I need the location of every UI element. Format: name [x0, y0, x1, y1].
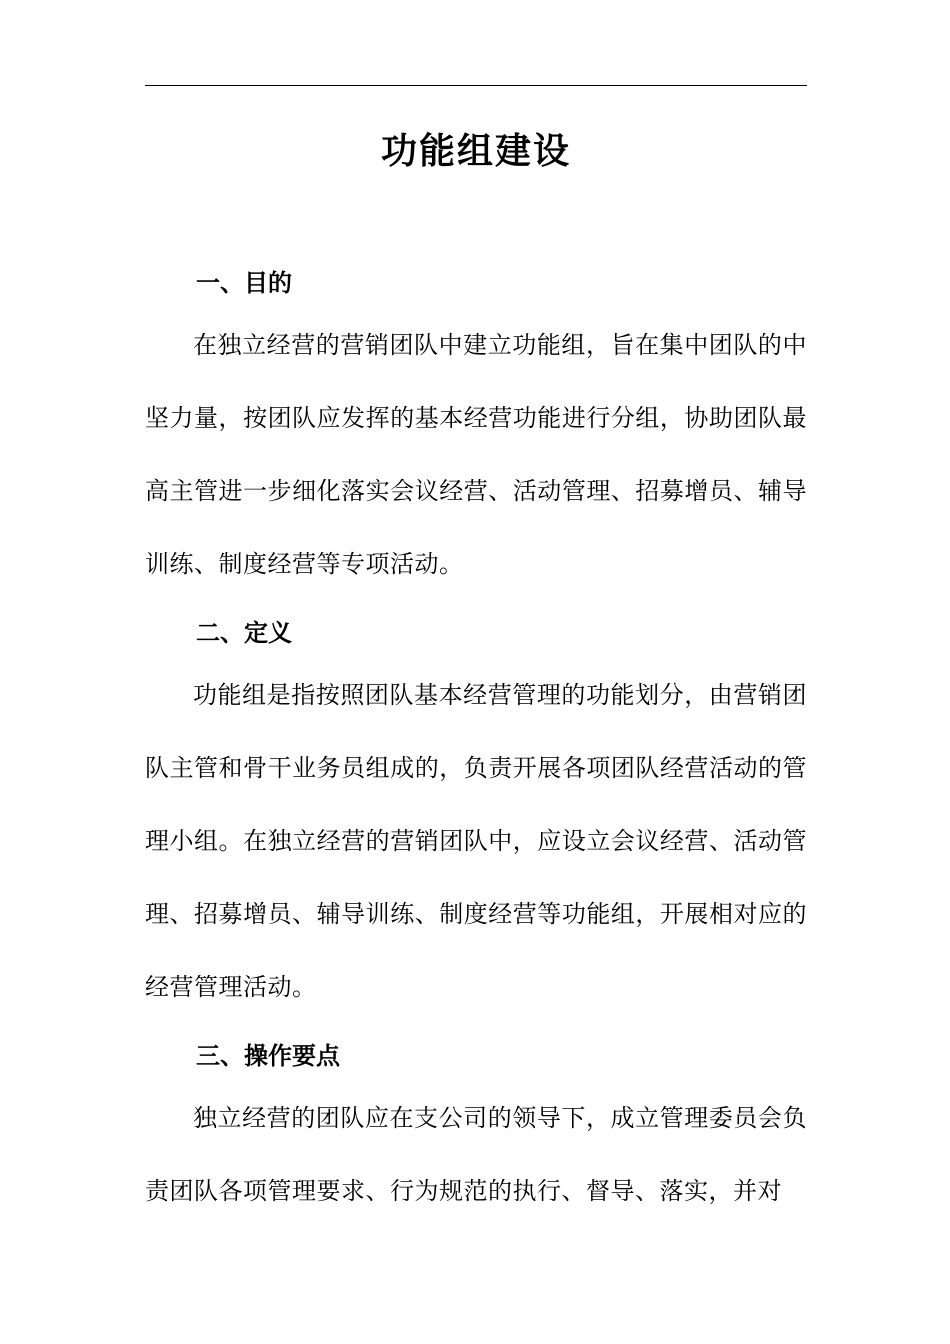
section-heading-purpose: 一、目的	[196, 268, 292, 297]
section-heading-definition: 二、定义	[196, 618, 292, 647]
section-paragraph-key-points: 独立经营的团队应在支公司的领导下，成立管理委员会负责团队各项管理要求、行为规范的执行、督导、落实，并对	[145, 1104, 807, 1205]
section-heading-key-points: 三、操作要点	[196, 1041, 340, 1070]
page-title: 功能组建设	[380, 130, 571, 172]
section-paragraph-purpose: 在独立经营的营销团队中建立功能组，旨在集中团队的中坚力量，按团队应发挥的基本经营功能进行分组，协助团队最高主管进一步细化落实会议经营、活动管理、招募增员、辅导训练、制度经营等专项活动。	[145, 331, 807, 578]
header-rule	[145, 85, 807, 86]
section-paragraph-definition: 功能组是指按照团队基本经营管理的功能划分，由营销团队主管和骨干业务员组成的，负责开展各项团队经营活动的管理小组。在独立经营的营销团队中，应设立会议经营、活动管理、招募增员、辅导训练、制度经营等功能组，开展相对应的经营管理活动。	[145, 681, 807, 1001]
